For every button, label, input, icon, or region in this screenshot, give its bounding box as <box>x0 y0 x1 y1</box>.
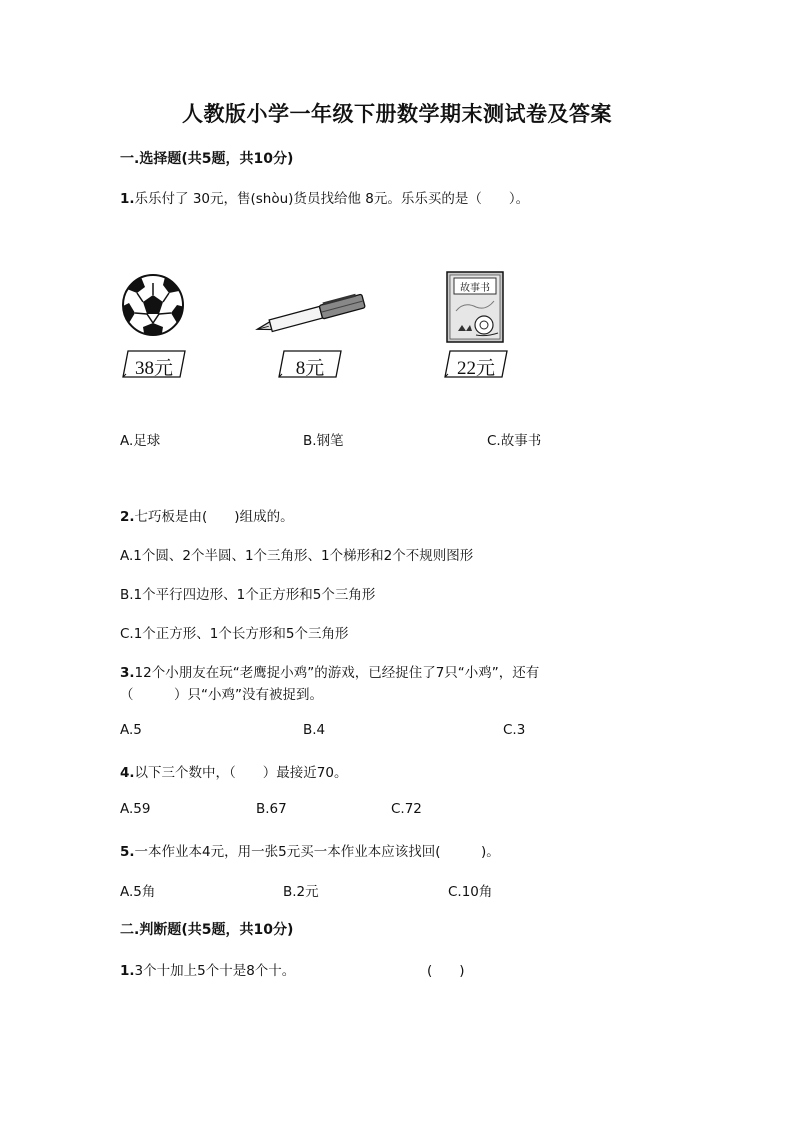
question-text: 七巧板是由( )组成的。 <box>134 509 294 525</box>
book-title: 故事书 <box>460 283 490 294</box>
soccer-ball-icon <box>121 273 185 341</box>
question-4 <box>120 761 347 781</box>
option-b: B.67 <box>256 801 287 817</box>
answer-blank: ( ) <box>427 963 465 979</box>
section-heading-choice: 一.选择题(共5题，共10分) <box>120 151 294 167</box>
option-c: C.10角 <box>448 884 493 900</box>
question-text: 一本作业本4元，用一张5元买一本作业本应该找回( )。 <box>134 844 500 860</box>
judge-question-1 <box>120 959 295 979</box>
option-a: A.5角 <box>120 884 156 900</box>
story-book-icon <box>446 271 504 347</box>
section-heading-judge: 二.判断题(共5题，共10分) <box>120 922 294 938</box>
option-a: A.59 <box>120 801 151 817</box>
page-title: 人教版小学一年级下册数学期末测试卷及答案 <box>182 101 612 126</box>
option-c: C.1个正方形、1个长方形和5个三角形 <box>120 626 349 642</box>
question-3 <box>120 661 539 681</box>
question-text: 以下三个数中，（ ）最接近70。 <box>134 765 348 781</box>
question-text: 乐乐付了 30元，售(shòu)货员找给他 8元。乐乐买的是（ ）。 <box>134 191 530 207</box>
option-a: A.足球 <box>120 433 161 449</box>
question-number: 4. <box>120 765 135 781</box>
price-label: 8元 <box>295 358 325 379</box>
option-c: C.72 <box>391 801 422 817</box>
question-2 <box>120 505 294 525</box>
option-b: B.1个平行四边形、1个正方形和5个三角形 <box>120 587 376 603</box>
option-b: B.2元 <box>283 884 319 900</box>
price-label: 22元 <box>456 358 495 379</box>
option-b: B.钢笔 <box>303 433 344 449</box>
price-tag-book <box>444 350 508 378</box>
question-text: 12个小朋友在玩“老鹰捉小鸡”的游戏，已经捉住了7只“小鸡”，还有 <box>134 665 540 681</box>
price-tag-football <box>122 350 186 378</box>
question-number: 5. <box>120 844 135 860</box>
question-text: 3个十加上5个十是8个十。 <box>134 963 296 979</box>
price-label: 38元 <box>134 358 173 379</box>
option-b: B.4 <box>303 722 326 738</box>
question-5 <box>120 840 500 860</box>
question-3-line-2: （ ）只“小鸡”没有被捉到。 <box>120 687 323 703</box>
option-c: C.3 <box>503 722 526 738</box>
price-tag-pen <box>278 350 342 378</box>
question-number: 2. <box>120 509 135 525</box>
question-1 <box>120 187 529 207</box>
option-a: A.5 <box>120 722 142 738</box>
option-c: C.故事书 <box>487 433 542 449</box>
question-number: 1. <box>120 963 135 979</box>
fountain-pen-icon <box>250 287 370 337</box>
question-number: 3. <box>120 665 135 681</box>
question-number: 1. <box>120 191 135 207</box>
option-a: A.1个圆、2个半圆、1个三角形、1个梯形和2个不规则图形 <box>120 548 474 564</box>
